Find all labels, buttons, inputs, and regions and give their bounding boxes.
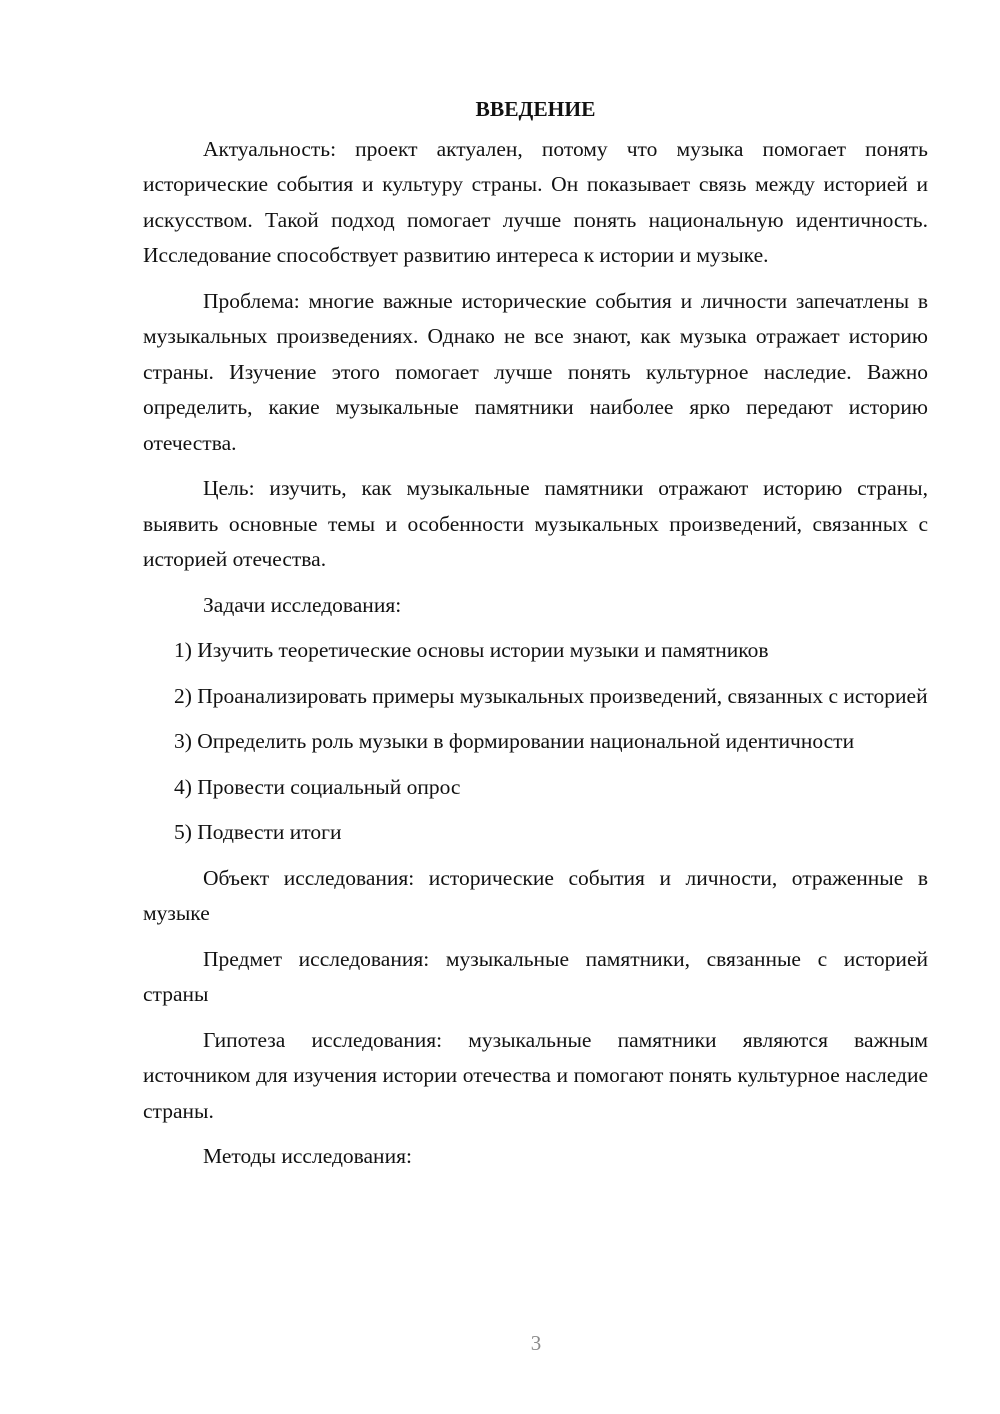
paragraph-methods: Методы исследования: bbox=[203, 1144, 412, 1168]
paragraph-goal: Цель: изучить, как музыкальные памятники отражают историю страны, выявить основные темы и особенности музыкальных произведений, связанных с историей отечества. bbox=[143, 476, 928, 571]
paragraph-relevance: Актуальность: проект актуален, потому что музыка помогает понять исторические события и культуру страны. Он показывает связь между историей и искусством. Такой подход помогает лучше понять национальную идентичность. Исследование способствует развитию интереса к истории и музыке. bbox=[143, 136, 928, 267]
task-item-1: 1) Изучить теоретические основы истории музыки и памятников bbox=[174, 638, 769, 662]
task-item-4: 4) Провести социальный опрос bbox=[174, 774, 461, 799]
section-title: ВВЕДЕНИЕ bbox=[475, 97, 596, 121]
paragraph-subject: Предмет исследования: музыкальные памятники, связанные с историей страны bbox=[143, 946, 928, 1006]
paragraph-tasks-heading: Задачи исследования: bbox=[203, 592, 402, 617]
task-item-5: 5) Подвести итоги bbox=[174, 820, 342, 844]
paragraph-problem: Проблема: многие важные исторические события и личности запечатлены в музыкальных произведениях. Однако не все знают, как музыка отражает историю страны. Изучение этого помогает лучше понять культурное наследие. Важно определить, какие музыкальные памятники наиболее ярко передают историю отечества. bbox=[143, 288, 928, 455]
paragraph-object: Объект исследования: исторические события и личности, отраженные в музыке bbox=[143, 865, 928, 925]
task-item-3: 3) Определить роль музыки в формировании национальной идентичности bbox=[174, 729, 855, 753]
paragraph-hypothesis: Гипотеза исследования: музыкальные памятники являются важным источником для изучения истории отечества и помогают понять культурное наследие страны. bbox=[143, 1027, 928, 1123]
document-page bbox=[143, 92, 928, 1185]
page-number: 3 bbox=[530, 1331, 542, 1355]
task-item-2: 2) Проанализировать примеры музыкальных произведений, связанных с историей bbox=[174, 683, 928, 708]
